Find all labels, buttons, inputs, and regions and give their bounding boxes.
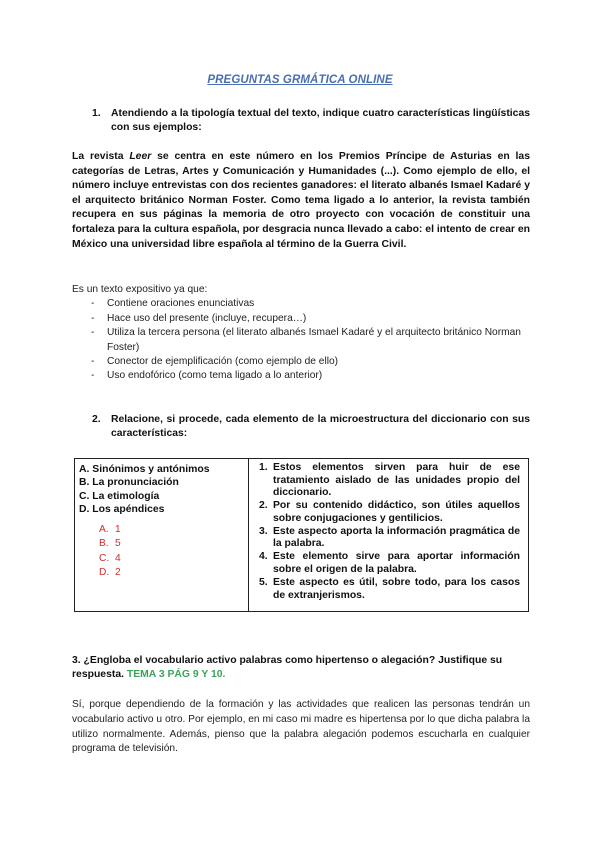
- matching-answers: [79, 523, 244, 581]
- list-item: 3. Este aspecto aporta la información pragmática de la palabra.: [259, 525, 520, 550]
- characteristics-column: [249, 459, 529, 612]
- list-item: - Utiliza la tercera persona (el literato albanés Ismael Kadaré y el arquitecto británico Norman Foster): [91, 327, 521, 353]
- question-1-text: Atendiendo a la tipología textual del texto, indique cuatro características lingüísticas con sus ejemplos:: [111, 108, 530, 133]
- answer-1-list: [72, 297, 532, 383]
- question-3-reference: TEMA 3 PÁG 9 Y 10.: [126, 669, 226, 680]
- list-item: - Hace uso del presente (incluye, recupera…): [91, 312, 307, 324]
- elements-column: [75, 459, 249, 612]
- passage-magazine-name: Leer: [129, 151, 152, 162]
- list-item: 2. Por su contenido didáctico, son útiles aquellos sobre conjugaciones y gentilicios.: [259, 500, 520, 524]
- document-title: PREGUNTAS GRMÁTICA ONLINE: [207, 74, 393, 86]
- question-1-number: 1.: [92, 108, 101, 119]
- answer-1-intro: Es un texto expositivo ya que:: [72, 284, 208, 295]
- list-item: 4. Este elemento sirve para aportar información sobre el origen de la palabra.: [259, 551, 520, 575]
- passage-start: La revista: [72, 151, 130, 162]
- element-item: C. La etimología: [79, 490, 160, 502]
- list-item: - Conector de ejemplificación (como ejemplo de ello): [91, 356, 339, 368]
- answer-item: C. 4: [99, 552, 121, 564]
- characteristics-list: [259, 462, 520, 602]
- element-item: B. La pronunciación: [79, 477, 179, 489]
- list-item: - Contiene oraciones enunciativas: [91, 298, 255, 310]
- answer-1: [72, 283, 532, 384]
- answer-item: D. 2: [99, 567, 121, 579]
- answer-item: B. 5: [99, 538, 121, 550]
- question-2-text: Relacione, si procede, cada elemento de la microestructura del diccionario con sus características:: [111, 414, 530, 439]
- answer-3: Sí, porque dependiendo de la formación y las actividades que realicen las personas tendrán un vocabulario activo u otro. Por ejemplo, en mi caso mi madre es hipertensa por lo que dicha palabra la utilizo normalmente. Además, pienso que la palabra alegación podemos escucharla en cualquier programa de televisión.: [72, 699, 530, 755]
- source-passage: [72, 150, 530, 252]
- question-3-text: 3. ¿Engloba el vocabulario activo palabras como hipertenso o alegación? Justifique su respuesta.: [72, 655, 503, 680]
- element-item: D. Los apéndices: [79, 504, 165, 516]
- relation-table: [74, 458, 529, 612]
- list-item: 5. Este aspecto es útil, sobre todo, para los casos de extranjerismos.: [259, 576, 520, 601]
- question-2-number: 2.: [92, 414, 101, 425]
- list-item: 1. Estos elementos sirven para huir de ese tratamiento aislado de las unidades propio del diccionario.: [259, 462, 520, 499]
- answer-item: A. 1: [99, 523, 121, 535]
- question-3: [72, 654, 530, 682]
- element-item: A. Sinónimos y antónimos: [79, 464, 210, 475]
- passage-rest: se centra en este número en los Premios Príncipe de Asturias en las categorías de Letras, Artes y Comunicación y Humanidades (...). Como ejemplo de ello, el número incluye entrevistas con dos recientes ganadores: el literato albanés Ismael Kadaré y el arquitecto británico Norman Foster. Como tema ligado a lo anterior, la revista también recupera en sus páginas la memoria de otro proyecto con vocación de constituir una fortaleza para la cultura española, por desgracia nunca llevado a cabo: el intento de crear en México una universidad libre española al término de la Guerra Civil.: [72, 151, 530, 250]
- list-item: - Uso endofórico (como tema ligado a lo anterior): [91, 370, 323, 382]
